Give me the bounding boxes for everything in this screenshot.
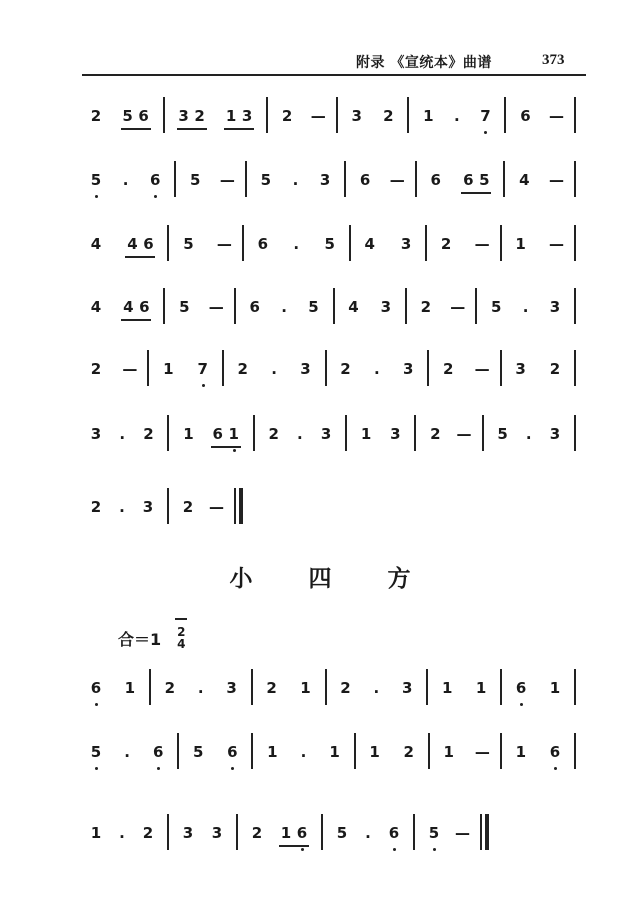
barline <box>475 288 477 324</box>
note: 2 <box>90 360 102 378</box>
note: 5 <box>426 823 442 843</box>
note: 1 <box>183 425 194 443</box>
score-line <box>0 823 640 867</box>
note: 6 <box>249 298 260 316</box>
augmentation-dot: . <box>119 824 125 842</box>
note: 3 <box>320 425 332 443</box>
final-barline-thick <box>485 814 489 850</box>
note: 6 <box>359 171 371 189</box>
note: 6 <box>463 171 474 189</box>
note: 6 <box>88 678 104 698</box>
low-octave-dot <box>520 703 523 706</box>
note: 3 <box>178 107 189 125</box>
note: 2 <box>194 107 205 125</box>
extension-dash: — <box>549 107 564 125</box>
score-line <box>0 497 640 541</box>
note: 5 <box>324 235 335 253</box>
meter-line <box>175 618 187 620</box>
barline <box>405 288 407 324</box>
barline <box>427 350 429 386</box>
time-signature <box>177 626 185 650</box>
augmentation-dot: . <box>124 743 130 761</box>
extension-dash: — <box>456 425 472 443</box>
barline <box>167 814 169 850</box>
note: 2 <box>268 425 279 443</box>
note: 2 <box>420 298 432 316</box>
note: 1 <box>267 743 278 761</box>
augmentation-dot: . <box>373 679 380 697</box>
score-line <box>0 359 640 403</box>
note: 1 <box>329 743 340 761</box>
augmentation-dot: . <box>293 235 300 253</box>
note: 5 <box>183 235 194 253</box>
barline <box>242 225 244 261</box>
barline <box>415 161 417 197</box>
augmentation-dot: . <box>292 171 299 189</box>
note: 6 <box>150 742 166 762</box>
barline <box>344 161 346 197</box>
barline <box>222 350 224 386</box>
barline <box>414 415 416 451</box>
barline <box>574 733 576 769</box>
note: 5 <box>122 107 133 125</box>
barline <box>574 415 576 451</box>
note: 3 <box>515 360 526 378</box>
low-octave-dot <box>95 703 98 706</box>
barline <box>345 415 347 451</box>
meter-denominator: 4 <box>177 637 186 651</box>
note: 5 <box>193 743 204 761</box>
note: 6 <box>386 823 402 843</box>
note: 4 <box>348 298 359 316</box>
note: 2 <box>266 679 277 697</box>
note: 3 <box>241 107 253 125</box>
extension-dash: — <box>310 107 326 125</box>
page-number: 373 <box>542 52 565 68</box>
barline <box>482 415 484 451</box>
note: 3 <box>211 824 223 842</box>
barline <box>251 733 253 769</box>
barline <box>266 97 268 133</box>
beam-underline <box>279 845 309 847</box>
low-octave-dot <box>433 848 436 851</box>
note: 3 <box>403 360 414 378</box>
low-octave-dot <box>157 767 160 770</box>
meter-numerator: 2 <box>177 625 186 639</box>
barline <box>253 415 255 451</box>
barline <box>504 97 506 133</box>
low-octave-dot <box>554 767 557 770</box>
note: 1 <box>442 679 453 697</box>
note: 2 <box>430 425 441 443</box>
barline <box>149 669 151 705</box>
note: 4 <box>519 171 530 189</box>
barline <box>574 669 576 705</box>
barline <box>349 225 351 261</box>
header-rule <box>82 74 586 76</box>
note: 2 <box>549 360 561 378</box>
extension-dash: — <box>208 298 224 316</box>
beam-underline <box>177 128 207 130</box>
barline <box>163 97 165 133</box>
low-octave-dot <box>484 131 487 134</box>
note: 2 <box>143 425 154 443</box>
barline <box>336 97 338 133</box>
note: 7 <box>477 106 493 126</box>
note: 1 <box>443 743 454 761</box>
note: 5 <box>491 298 502 316</box>
note: 5 <box>179 298 190 316</box>
note: 5 <box>336 824 348 842</box>
note: 4 <box>127 235 138 253</box>
note: 4 <box>90 235 102 253</box>
note: 2 <box>383 107 394 125</box>
note: 6 <box>257 235 269 253</box>
extension-dash: — <box>450 298 466 316</box>
page-header <box>0 52 640 76</box>
note: 1 <box>423 107 434 125</box>
note: 2 <box>182 498 194 516</box>
low-octave-dot <box>95 195 98 198</box>
augmentation-dot: . <box>119 425 126 443</box>
score-line <box>0 234 640 278</box>
augmentation-dot: . <box>365 824 371 842</box>
barline <box>167 225 169 261</box>
barline <box>500 669 502 705</box>
beam-underline <box>211 446 241 448</box>
low-octave-dot <box>233 449 236 452</box>
augmentation-dot: . <box>374 360 380 378</box>
barline <box>354 733 356 769</box>
low-octave-dot <box>95 767 98 770</box>
note: 1 <box>280 824 292 842</box>
note: 5 <box>88 170 104 190</box>
score-line <box>0 424 640 468</box>
note: 1 <box>225 107 237 125</box>
score-line <box>0 678 640 722</box>
note: 3 <box>390 425 401 443</box>
extension-dash: — <box>209 498 224 516</box>
extension-dash: — <box>455 824 470 842</box>
barline <box>163 288 165 324</box>
beam-underline <box>224 128 254 130</box>
note: 2 <box>90 498 102 516</box>
augmentation-dot: . <box>297 425 303 443</box>
note: 3 <box>319 171 331 189</box>
note: 6 <box>138 107 149 125</box>
beam-underline <box>121 319 151 321</box>
augmentation-dot: . <box>300 743 307 761</box>
note: 1 <box>369 743 380 761</box>
extension-dash: — <box>474 360 490 378</box>
note: 2 <box>164 679 176 697</box>
barline <box>503 161 505 197</box>
note: 2 <box>90 107 102 125</box>
note: 3 <box>549 298 561 316</box>
note: 4 <box>90 298 102 316</box>
note: 1 <box>300 679 311 697</box>
barline <box>574 225 576 261</box>
note: 2 <box>237 360 248 378</box>
note: 6 <box>513 678 529 698</box>
note: 5 <box>497 425 508 443</box>
score-line <box>0 106 640 150</box>
running-head: 附录 《宣统本》曲谱 <box>356 55 492 71</box>
low-octave-dot <box>154 195 157 198</box>
beam-underline <box>121 128 151 130</box>
augmentation-dot: . <box>525 425 532 443</box>
extension-dash: — <box>219 171 235 189</box>
extension-dash: — <box>122 360 138 378</box>
barline <box>167 488 169 524</box>
barline <box>574 288 576 324</box>
barline <box>574 161 576 197</box>
barline <box>325 350 327 386</box>
final-barline-thin <box>234 488 236 524</box>
barline <box>500 350 502 386</box>
note: 6 <box>139 298 150 316</box>
note: 1 <box>549 679 561 697</box>
note: 5 <box>88 742 104 762</box>
barline <box>325 669 327 705</box>
barline <box>333 288 335 324</box>
note: 4 <box>364 235 375 253</box>
note: 2 <box>440 235 452 253</box>
augmentation-dot: . <box>281 298 287 316</box>
low-octave-dot <box>301 848 304 851</box>
note: 3 <box>380 298 392 316</box>
note: 3 <box>182 824 194 842</box>
extension-dash: — <box>474 743 490 761</box>
note: 1 <box>124 679 136 697</box>
note: 4 <box>123 298 134 316</box>
note: 3 <box>351 107 362 125</box>
key-signature <box>118 626 186 650</box>
low-octave-dot <box>202 384 205 387</box>
note: 6 <box>224 742 240 762</box>
note: 1 <box>515 235 526 253</box>
extension-dash: — <box>216 235 232 253</box>
note: 3 <box>226 679 237 697</box>
barline <box>428 733 430 769</box>
barline <box>234 288 236 324</box>
barline <box>174 161 176 197</box>
key-text: 合＝1 <box>118 629 162 649</box>
note: 6 <box>212 425 223 443</box>
note: 6 <box>294 823 310 843</box>
extension-dash: — <box>474 235 490 253</box>
extension-dash: — <box>549 171 564 189</box>
barline <box>574 97 576 133</box>
barline <box>167 415 169 451</box>
note: 5 <box>260 171 272 189</box>
note: 3 <box>400 235 412 253</box>
augmentation-dot: . <box>197 679 204 697</box>
barline <box>413 814 415 850</box>
barline <box>574 350 576 386</box>
barline <box>245 161 247 197</box>
barline <box>500 733 502 769</box>
score-line <box>0 297 640 341</box>
barline <box>500 225 502 261</box>
note: 2 <box>142 824 154 842</box>
note: 2 <box>403 743 414 761</box>
augmentation-dot: . <box>453 107 460 125</box>
final-barline-thick <box>239 488 243 524</box>
note: 1 <box>475 679 487 697</box>
augmentation-dot: . <box>119 498 125 516</box>
note: 6 <box>520 107 531 125</box>
note: 2 <box>443 360 454 378</box>
barline <box>251 669 253 705</box>
note: 1 <box>226 424 242 444</box>
note: 6 <box>430 171 441 189</box>
extension-dash: — <box>549 235 564 253</box>
low-octave-dot <box>393 848 396 851</box>
barline <box>147 350 149 386</box>
augmentation-dot: . <box>522 298 529 316</box>
note: 5 <box>190 171 201 189</box>
barline <box>426 669 428 705</box>
note: 3 <box>90 425 102 443</box>
note: 3 <box>549 425 561 443</box>
note: 6 <box>147 170 163 190</box>
barline <box>425 225 427 261</box>
final-barline-thin <box>480 814 482 850</box>
augmentation-dot: . <box>271 360 277 378</box>
piece-title: 小 四 方 <box>229 566 435 592</box>
extension-dash: — <box>389 171 405 189</box>
barline <box>321 814 323 850</box>
beam-underline <box>461 192 491 194</box>
augmentation-dot: . <box>122 171 129 189</box>
low-octave-dot <box>231 767 234 770</box>
note: 3 <box>402 679 413 697</box>
note: 5 <box>479 171 490 189</box>
note: 2 <box>340 360 351 378</box>
note: 2 <box>281 107 293 125</box>
barline <box>407 97 409 133</box>
barline <box>236 814 238 850</box>
note: 7 <box>195 359 211 379</box>
note: 2 <box>340 679 351 697</box>
note: 3 <box>300 360 311 378</box>
beam-underline <box>125 256 155 258</box>
note: 1 <box>360 425 372 443</box>
note: 1 <box>90 824 102 842</box>
score-line <box>0 170 640 214</box>
note: 1 <box>163 360 174 378</box>
note: 3 <box>142 498 154 516</box>
note: 6 <box>143 235 154 253</box>
note: 2 <box>251 824 263 842</box>
note: 5 <box>308 298 319 316</box>
note: 6 <box>547 742 563 762</box>
note: 1 <box>515 743 527 761</box>
score-line <box>0 742 640 786</box>
barline <box>177 733 179 769</box>
